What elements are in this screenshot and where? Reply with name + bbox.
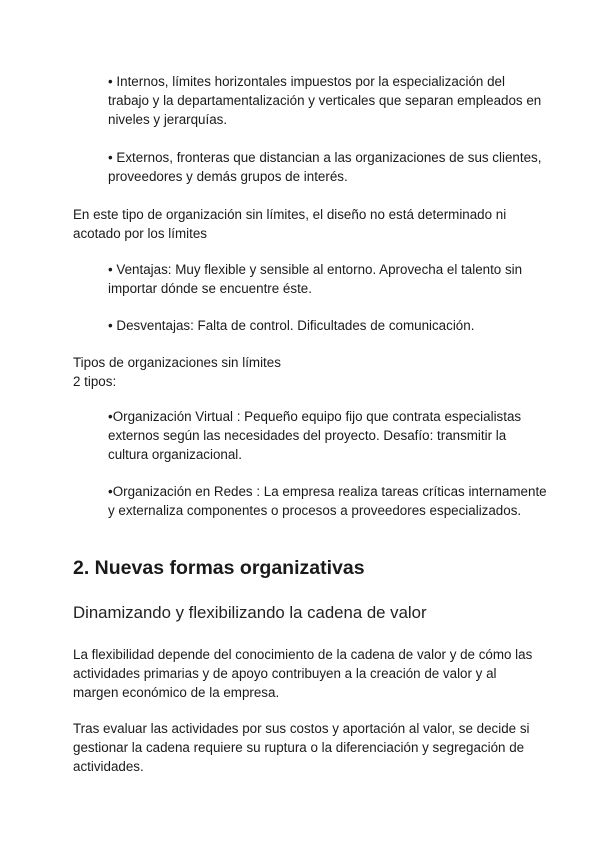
bullet-externos: • Externos, fronteras que distancian a las organizaciones de sus clientes, proveedores y demás grupos de interés. xyxy=(108,150,542,184)
paragraph-flexibilidad: La flexibilidad depende del conocimiento de la cadena de valor y de cómo las actividades primarias y de apoyo contribuyen a la creación de valor y al margen económico de la empresa. xyxy=(73,647,533,700)
section-heading: 2. Nuevas formas organizativas xyxy=(73,557,365,579)
paragraph-sin-limites: En este tipo de organización sin límites, el diseño no está determinado ni acotado por los límites xyxy=(73,207,507,241)
bullet-desventajas: • Desventajas: Falta de control. Dificultades de comunicación. xyxy=(108,318,475,333)
paragraph-evaluacion: Tras evaluar las actividades por sus costos y aportación al valor, se decide si gestionar la cadena requiere su ruptura o la diferenciación y segregación de actividades. xyxy=(73,721,530,774)
bullet-internos: • Internos, límites horizontales impuestos por la especialización del trabajo y la departamentalización y verticales que separan empleados en niveles y jerarquías. xyxy=(108,74,542,127)
subheading: Dinamizando y flexibilizando la cadena de valor xyxy=(73,603,427,622)
types-count: 2 tipos: xyxy=(73,374,117,389)
bullet-org-redes: •Organización en Redes : La empresa realiza tareas críticas internamente y externaliza componentes o procesos a proveedores especializados. xyxy=(108,484,547,518)
types-title: Tipos de organizaciones sin límites xyxy=(73,355,281,370)
bullet-ventajas: • Ventajas: Muy flexible y sensible al entorno. Aprovecha el talento sin importar dónde se encuentre éste. xyxy=(108,262,523,296)
bullet-org-virtual: •Organización Virtual : Pequeño equipo fijo que contrata especialistas externos según las necesidades del proyecto. Desafío: transmitir la cultura organizacional. xyxy=(108,409,522,462)
